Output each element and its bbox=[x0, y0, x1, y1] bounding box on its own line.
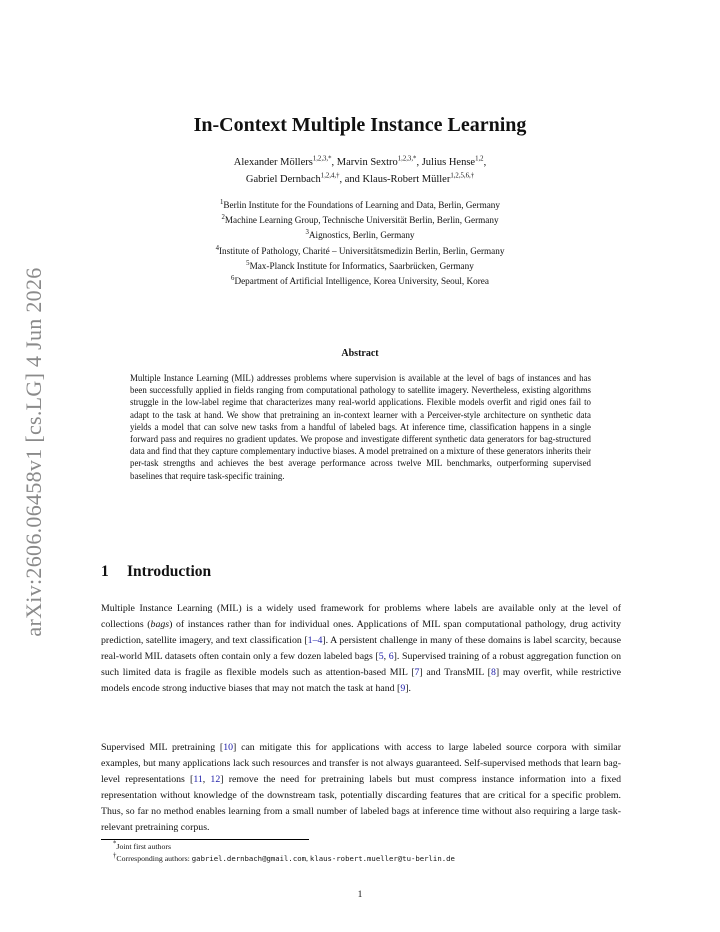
section-title: Introduction bbox=[127, 563, 212, 580]
affiliation-line bbox=[0, 213, 720, 228]
footnote-text: Joint first authors bbox=[116, 842, 171, 851]
affiliation-text: Machine Learning Group, Technische Universität Berlin, Berlin, Germany bbox=[224, 215, 499, 226]
page-number: 1 bbox=[357, 890, 363, 900]
author-separator: , bbox=[331, 157, 337, 168]
abstract-heading: Abstract bbox=[341, 348, 379, 359]
footnote-mark: † bbox=[113, 852, 117, 859]
affiliation-line bbox=[0, 274, 720, 289]
author-line-1 bbox=[0, 154, 720, 171]
citation-link[interactable]: 12 bbox=[210, 773, 221, 785]
author-separator: , and bbox=[339, 174, 363, 185]
citation-link[interactable]: 7 bbox=[414, 666, 420, 678]
affiliation-number: 3 bbox=[305, 229, 309, 237]
affiliation-number: 4 bbox=[215, 244, 219, 252]
footnotes bbox=[101, 841, 641, 864]
section-number: 1 bbox=[101, 563, 109, 580]
affiliation-text: Institute of Pathology, Charité – Universitätsmedizin Berlin, Berlin, Germany bbox=[218, 245, 505, 256]
email-address: gabriel.dernbach@gmail.com bbox=[191, 853, 307, 863]
footnote-mark: * bbox=[113, 840, 117, 848]
citation-link[interactable]: 8 bbox=[490, 666, 496, 678]
affiliation-text: Department of Artificial Intelligence, Korea University, Seoul, Korea bbox=[234, 276, 489, 287]
affiliation-line bbox=[0, 228, 720, 243]
affiliation-number: 6 bbox=[231, 274, 235, 282]
affiliation-line bbox=[0, 244, 720, 259]
affiliation-text: Aignostics, Berlin, Germany bbox=[308, 230, 415, 241]
affiliation-list bbox=[0, 198, 720, 289]
emphasis-text: bags bbox=[150, 618, 170, 630]
author-name: Klaus-Robert Müller bbox=[362, 174, 451, 185]
affiliation-line bbox=[0, 198, 720, 213]
affiliation-number: 5 bbox=[246, 259, 250, 267]
email-address: klaus-robert.mueller@tu-berlin.de bbox=[309, 853, 455, 863]
citation-link[interactable]: 5 bbox=[378, 650, 384, 662]
author-affil-marks: 1,2,3,* bbox=[312, 155, 332, 163]
intro-paragraph-2: Supervised MIL pretraining [10] can mitigate this for applications with access to large labeled source corpora with similar examples, but many applications lack such resources and transfer is not always guaranteed. Self-supervised methods that learn bag-level representations [11, 12] remove the need for pretraining labels but must compress instance information into a fixed representation without knowledge of the downstream task, potentially discarding features that are critical for a specific problem. Thus, so far no method enables learning from a small number of labeled bags at inference time without also requiring a large task-relevant pretraining corpus. bbox=[101, 742, 621, 833]
author-separator: , bbox=[483, 157, 487, 168]
affiliation-number: 2 bbox=[221, 214, 225, 222]
intro-paragraph-1: Multiple Instance Learning (MIL) is a widely used framework for problems where labels are available only at the level of collections (bags) of instances rather than for individual ones. Applications of MIL span computational pathology, drug activity prediction, satellite imagery, and text classification [1–4]. A persistent challenge in many of these domains is label scarcity, because real-world MIL datasets often contain only a few dozen labeled bags [5, 6]. Supervised training of a robust aggregation function on such limited data is fragile as flexible models such as attention-based MIL [7] and TransMIL [8] may overfit, while restrictive models encode strong inductive biases that may not match the task at hand [9]. bbox=[101, 603, 621, 694]
author-affil-marks: 1,2,3,* bbox=[397, 155, 417, 163]
author-name: Marvin Sextro bbox=[336, 157, 398, 168]
affiliation-text: Berlin Institute for the Foundations of Learning and Data, Berlin, Germany bbox=[223, 200, 500, 210]
author-name: Gabriel Dernbach bbox=[245, 174, 321, 185]
citation-link[interactable]: 9 bbox=[400, 682, 406, 694]
author-name: Alexander Möllers bbox=[233, 157, 313, 168]
citation-link[interactable]: 1–4 bbox=[307, 634, 323, 646]
affiliation-line bbox=[0, 259, 720, 274]
footnote-text: Corresponding authors: gabriel.dernbach@gmail.com, klaus-robert.mueller@tu-berlin.de bbox=[116, 853, 455, 863]
author-affil-marks: 1,2,5,6,† bbox=[450, 172, 475, 180]
footnote-corresponding bbox=[101, 853, 641, 865]
footnote-joint-first bbox=[101, 841, 641, 853]
citation-link[interactable]: 6 bbox=[388, 650, 394, 662]
citation-link[interactable]: 10 bbox=[223, 742, 234, 753]
abstract-text: Multiple Instance Learning (MIL) addresses problems where supervision is available at the level of bags of instances and has been successfully applied in fields ranging from computational pathology to satellite imagery. Nevertheless, existing algorithms struggle in the low-label regime that characterizes many real-world applications. Flexible models overfit and rigid ones fail to adapt to the task at hand. We show that pretraining an in-context learner with a Perceiver-style architecture on synthetic data yields a model that can solve new tasks from a handful of labeled bags. At inference time, classification happens in a single forward pass and requires no gradient updates. We propose and investigate different synthetic data generators for bag-structured data and find that they capture complementary inductive biases. A model pretrained on a mixture of these generators inherits their per-task strengths and achieves the best average performance across twelve MIL benchmarks, outperforming supervised baselines that require task-specific training. bbox=[130, 373, 591, 481]
author-separator: , bbox=[416, 157, 422, 168]
section-heading-introduction bbox=[101, 563, 211, 581]
footnote-rule bbox=[101, 839, 309, 840]
author-affil-marks: 1,2,4,† bbox=[320, 172, 340, 180]
arxiv-identifier-stamp: arXiv:2606.06458v1 [cs.LG] 4 Jun 2026 bbox=[21, 267, 46, 637]
author-line-2 bbox=[0, 171, 720, 188]
citation-link[interactable]: 11 bbox=[193, 773, 203, 785]
author-list bbox=[0, 154, 720, 188]
affiliation-number: 1 bbox=[220, 198, 224, 206]
author-affil-marks: 1,2 bbox=[475, 155, 484, 163]
paper-title: In-Context Multiple Instance Learning bbox=[193, 114, 527, 136]
author-name: Julius Hense bbox=[421, 157, 476, 168]
affiliation-text: Max-Planck Institute for Informatics, Saarbrücken, Germany bbox=[249, 260, 474, 271]
